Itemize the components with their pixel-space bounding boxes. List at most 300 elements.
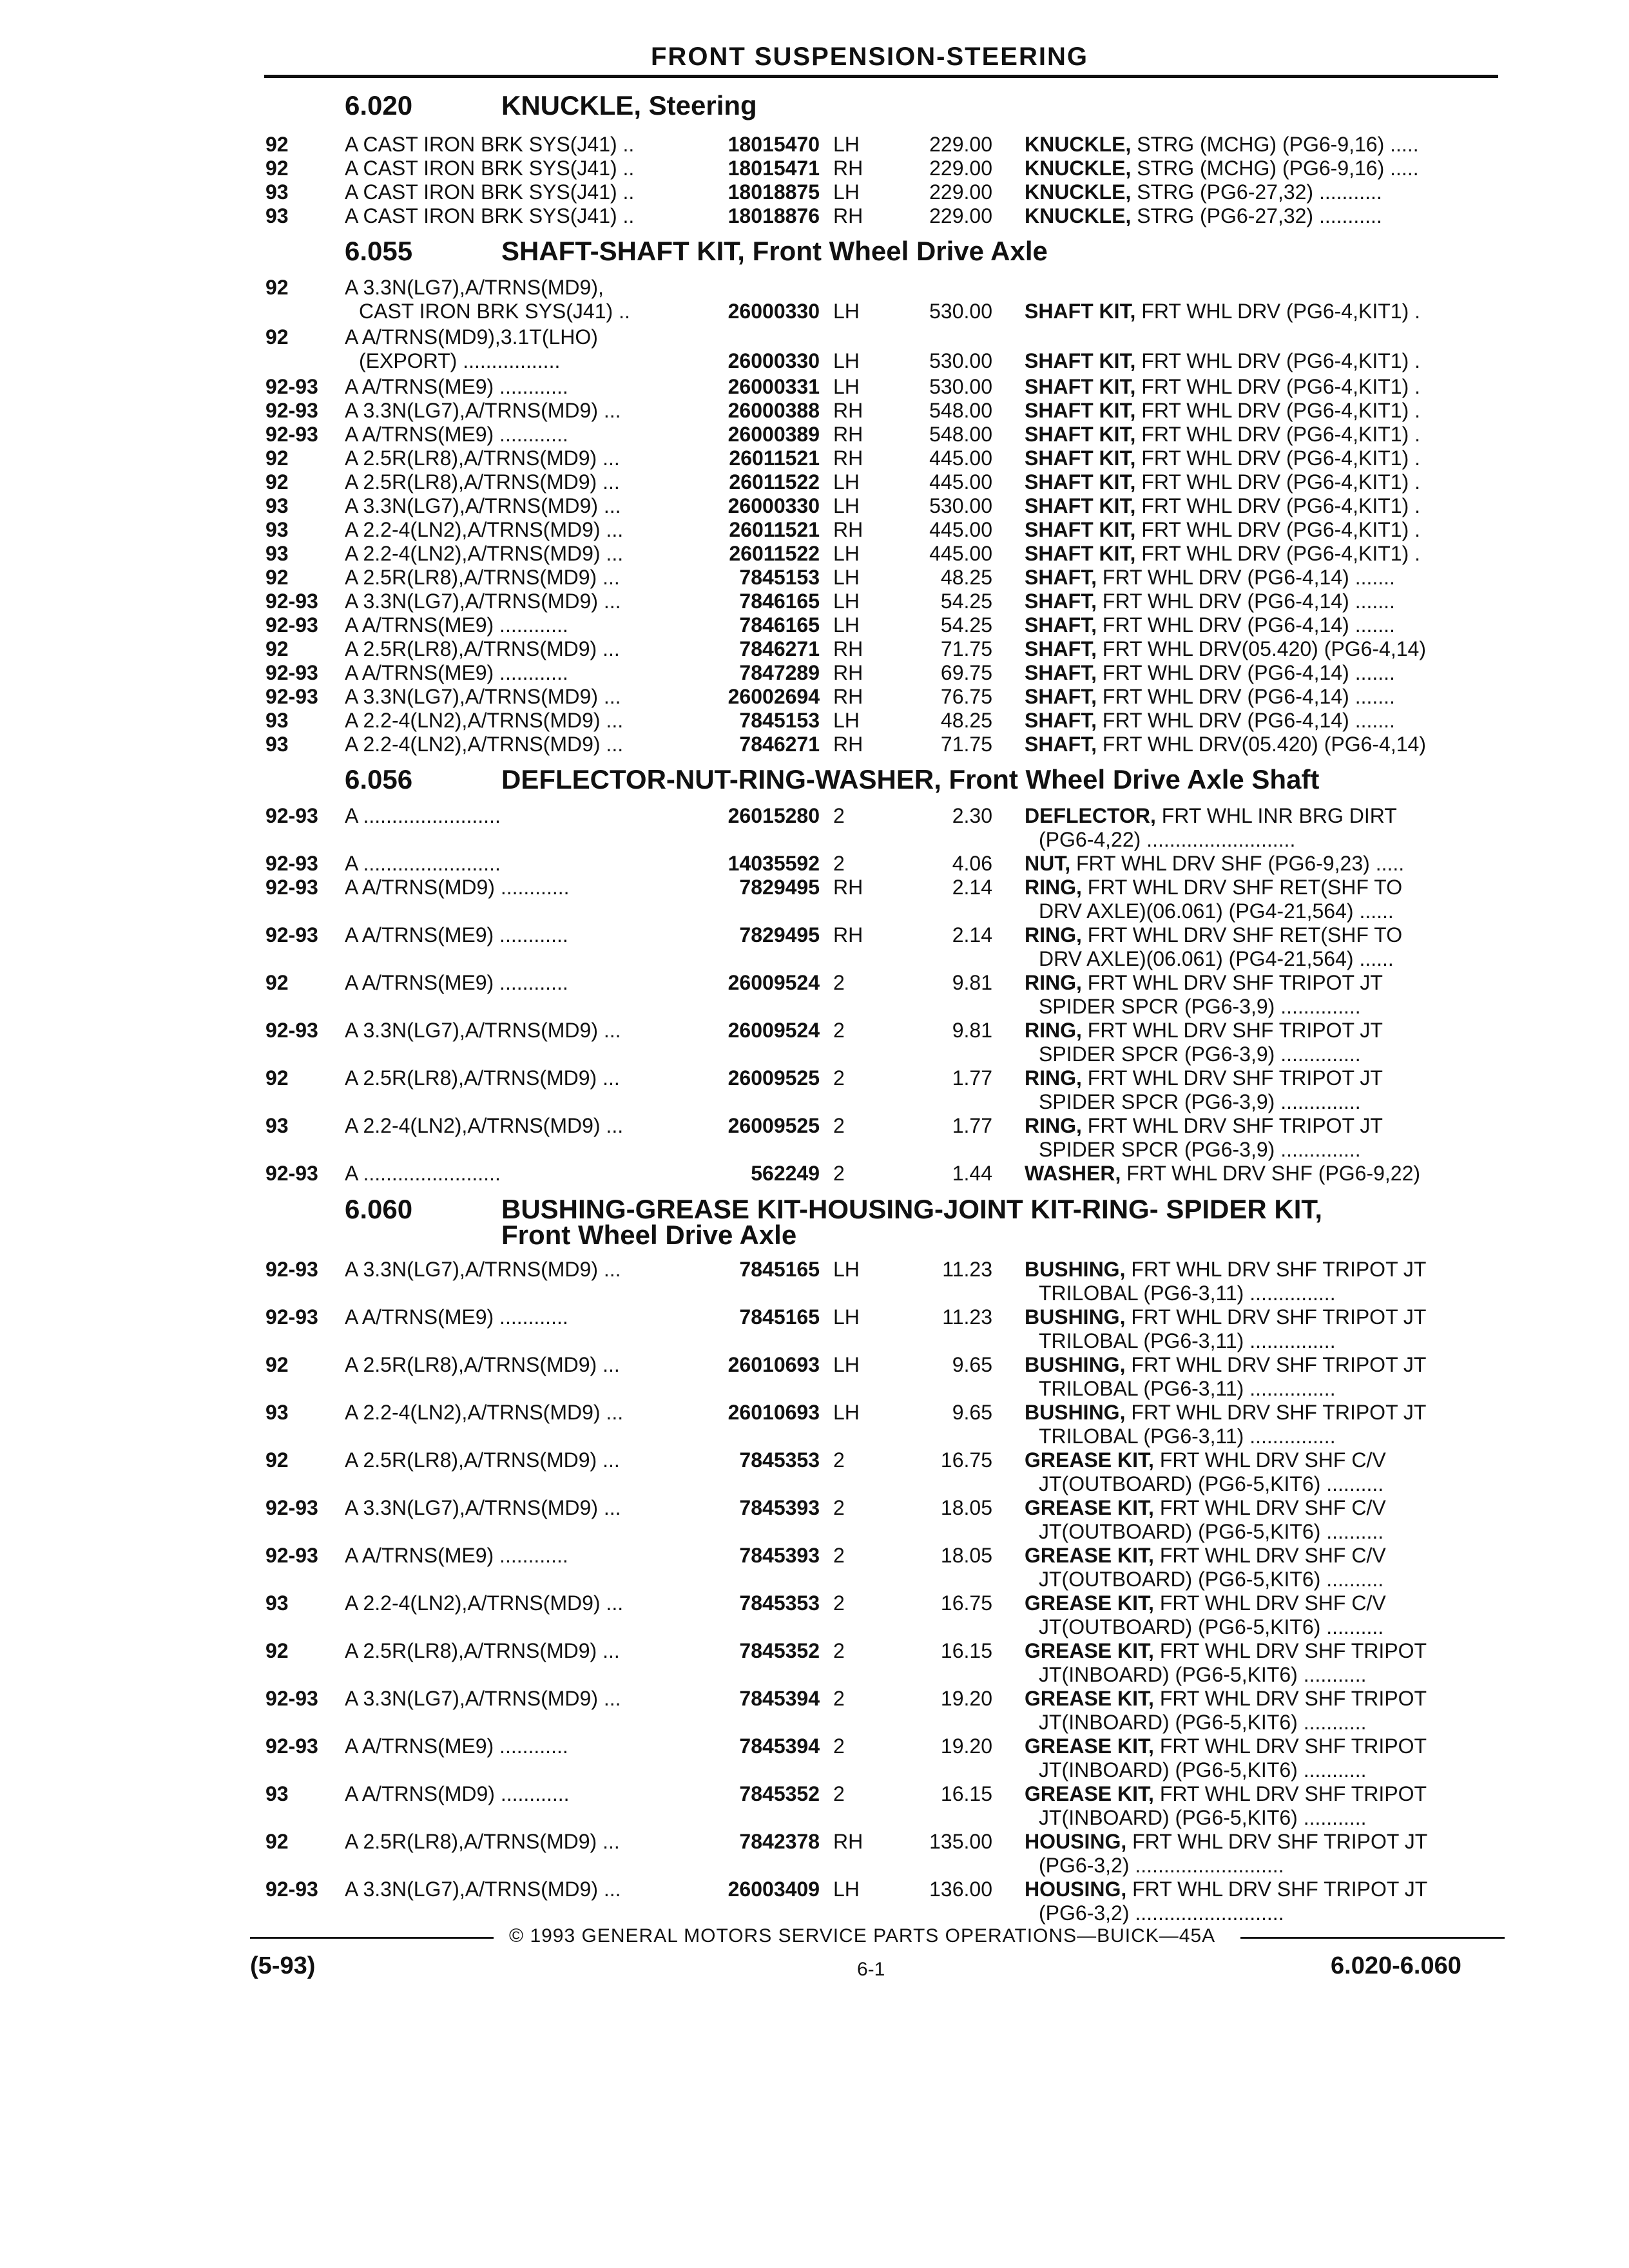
application-desc: A 3.3N(LG7),A/TRNS(MD9) ...: [345, 1687, 621, 1710]
model-year: 92: [265, 157, 289, 180]
model-year: 92-93: [265, 375, 318, 398]
part-name-bold: HOUSING,: [1025, 1830, 1127, 1853]
part-name-bold: HOUSING,: [1025, 1878, 1127, 1901]
application-desc: A 2.5R(LR8),A/TRNS(MD9) ...: [345, 1830, 620, 1853]
price: 2.14: [952, 876, 992, 899]
price: 16.15: [940, 1639, 992, 1662]
part-name-continued: TRILOBAL (PG6-3,11) ...............: [1039, 1425, 1336, 1448]
parts-row: [0, 1687, 1629, 1735]
application-desc: A CAST IRON BRK SYS(J41) ..: [345, 204, 635, 227]
part-name: [1025, 180, 1382, 204]
price: 530.00: [929, 349, 992, 372]
header-rule: [264, 75, 1498, 78]
price: 71.75: [940, 637, 992, 660]
quantity: LH: [833, 566, 860, 589]
price: 1.44: [952, 1162, 992, 1185]
footer-date: (5-93): [250, 1952, 316, 1979]
part-name: [1025, 204, 1382, 228]
price: 11.23: [942, 1258, 992, 1281]
price: 48.25: [940, 566, 992, 589]
quantity: RH: [833, 923, 863, 947]
model-year: 93: [265, 1114, 289, 1137]
part-number: 26009524: [728, 1019, 820, 1042]
parts-row: [0, 590, 1629, 613]
price: 54.25: [940, 613, 992, 637]
quantity: 2: [833, 1019, 845, 1042]
part-number: 7829495: [739, 876, 820, 899]
section-number: 6.020: [345, 90, 413, 120]
application-desc: A A/TRNS(ME9) ............: [345, 1305, 568, 1329]
part-name: [1025, 1353, 1426, 1377]
part-name-bold: KNUCKLE,: [1025, 204, 1132, 227]
part-name-detail: FRT WHL DRV (PG6-4,14) .......: [1097, 566, 1395, 589]
application-desc: A ........................: [345, 1162, 501, 1185]
part-name-continued: SPIDER SPCR (PG6-3,9) ..............: [1039, 995, 1361, 1018]
part-name-detail: FRT WHL DRV SHF TRIPOT JT: [1126, 1830, 1428, 1853]
part-name: [1025, 1591, 1386, 1615]
price: 530.00: [929, 375, 992, 398]
quantity: LH: [833, 133, 860, 156]
part-name-bold: SHAFT KIT,: [1025, 447, 1136, 470]
quantity: 2: [833, 1496, 845, 1519]
part-name: [1025, 1639, 1427, 1663]
part-number: 26000330: [728, 349, 820, 372]
part-name-continued: JT(OUTBOARD) (PG6-5,KIT6) ..........: [1039, 1520, 1384, 1543]
quantity: LH: [833, 1305, 860, 1329]
parts-row: [0, 1448, 1629, 1496]
part-name-detail: FRT WHL DRV SHF RET(SHF TO: [1081, 923, 1403, 947]
part-name: [1025, 1305, 1426, 1329]
application-desc: A A/TRNS(ME9) ............: [345, 613, 568, 637]
model-year: 92-93: [265, 399, 318, 422]
price: 48.25: [940, 709, 992, 732]
model-year: 92-93: [265, 1496, 318, 1519]
price: 2.14: [952, 923, 992, 947]
price: 16.75: [940, 1448, 992, 1472]
page-header-title: FRONT SUSPENSION-STEERING: [651, 43, 1088, 71]
part-name-detail: FRT WHL DRV SHF TRIPOT JT: [1081, 1114, 1383, 1137]
part-name-bold: RING,: [1025, 923, 1082, 947]
quantity: 2: [833, 852, 845, 875]
part-name-detail: FRT WHL DRV SHF TRIPOT JT: [1081, 971, 1383, 994]
application-desc: A A/TRNS(MD9),3.1T(LHO): [345, 325, 598, 349]
application-desc: A A/TRNS(ME9) ............: [345, 375, 568, 398]
part-name-bold: SHAFT KIT,: [1025, 518, 1136, 541]
part-name-continued: SPIDER SPCR (PG6-3,9) ..............: [1039, 1138, 1361, 1161]
quantity: 2: [833, 1687, 845, 1710]
part-name: [1025, 375, 1420, 399]
quantity: LH: [833, 470, 860, 494]
model-year: 92: [265, 637, 289, 660]
price: 229.00: [929, 157, 992, 180]
part-number: 7845394: [739, 1735, 820, 1758]
model-year: 92-93: [265, 685, 318, 708]
model-year: 92-93: [265, 804, 318, 827]
model-year: 92-93: [265, 1544, 318, 1567]
model-year: 93: [265, 1401, 289, 1424]
part-number: 26010693: [728, 1401, 820, 1424]
parts-row: [0, 1401, 1629, 1448]
price: 18.05: [940, 1496, 992, 1519]
parts-row: [0, 852, 1629, 876]
part-name-bold: DEFLECTOR,: [1025, 804, 1156, 827]
price: 530.00: [929, 494, 992, 517]
part-number: 26000388: [728, 399, 820, 422]
price: 9.65: [952, 1353, 992, 1376]
quantity: LH: [833, 300, 860, 323]
application-desc: A 2.2-4(LN2),A/TRNS(MD9) ...: [345, 518, 624, 541]
part-name-detail: FRT WHL DRV (PG6-4,KIT1) .: [1135, 399, 1420, 422]
part-name-bold: GREASE KIT,: [1025, 1639, 1154, 1662]
parts-row: [0, 613, 1629, 637]
part-number: 7845393: [739, 1544, 820, 1567]
application-desc: A 2.5R(LR8),A/TRNS(MD9) ...: [345, 1066, 620, 1090]
part-name-detail: FRT WHL DRV (PG6-4,14) .......: [1097, 709, 1395, 732]
quantity: 2: [833, 1782, 845, 1805]
part-number: 7845393: [739, 1496, 820, 1519]
price: 1.77: [952, 1114, 992, 1137]
part-name-detail: FRT WHL DRV SHF TRIPOT: [1153, 1639, 1427, 1662]
parts-row: [0, 375, 1629, 399]
quantity: RH: [833, 157, 863, 180]
quantity: 2: [833, 1544, 845, 1567]
part-name-continued: (PG6-4,22) ..........................: [1039, 828, 1296, 851]
part-name-bold: BUSHING,: [1025, 1305, 1126, 1329]
part-number: 7845352: [739, 1639, 820, 1662]
quantity: LH: [833, 1353, 860, 1376]
footer-section-range: 6.020-6.060: [1331, 1952, 1461, 1979]
part-name: [1025, 661, 1395, 685]
part-number: 26009524: [728, 971, 820, 994]
parts-row: [0, 204, 1629, 228]
part-number: 7845353: [739, 1448, 820, 1472]
part-name-bold: GREASE KIT,: [1025, 1544, 1154, 1567]
part-name: [1025, 733, 1426, 756]
part-name-continued: (PG6-3,2) ..........................: [1039, 1854, 1284, 1877]
part-number: 7846165: [739, 590, 820, 613]
application-desc: A 3.3N(LG7),A/TRNS(MD9) ...: [345, 590, 621, 613]
price: 19.20: [940, 1735, 992, 1758]
quantity: RH: [833, 1830, 863, 1853]
application-desc: A 2.2-4(LN2),A/TRNS(MD9) ...: [345, 1114, 624, 1137]
model-year: 92: [265, 566, 289, 589]
part-number: 26009525: [728, 1066, 820, 1090]
part-number: 18015470: [728, 133, 820, 156]
part-name: [1025, 971, 1383, 995]
part-name: [1025, 349, 1420, 373]
application-desc: A A/TRNS(ME9) ............: [345, 1544, 568, 1567]
model-year: 92: [265, 276, 289, 299]
part-name-detail: FRT WHL DRV (PG6-4,KIT1) .: [1135, 470, 1420, 494]
part-name-bold: RING,: [1025, 1019, 1082, 1042]
price: 9.81: [952, 971, 992, 994]
parts-row: [0, 661, 1629, 685]
part-name-detail: FRT WHL DRV SHF TRIPOT JT: [1081, 1019, 1383, 1042]
parts-row: [0, 1496, 1629, 1544]
part-number: 26000331: [728, 375, 820, 398]
part-number: 26000389: [728, 423, 820, 446]
price: 18.05: [940, 1544, 992, 1567]
parts-row: [0, 709, 1629, 733]
application-desc: A 2.5R(LR8),A/TRNS(MD9) ...: [345, 1353, 620, 1376]
section-title: SHAFT-SHAFT KIT, Front Wheel Drive Axle: [501, 236, 1048, 266]
part-number: 26011522: [729, 542, 820, 565]
part-name-detail: FRT WHL DRV SHF C/V: [1153, 1591, 1386, 1615]
part-name: [1025, 1496, 1386, 1520]
part-number: 7845165: [739, 1258, 820, 1281]
section-number: 6.056: [345, 764, 413, 794]
parts-row: [0, 1019, 1629, 1066]
part-name-detail: STRG (MCHG) (PG6-9,16) .....: [1131, 133, 1419, 156]
part-name-bold: SHAFT KIT,: [1025, 423, 1136, 446]
part-number: 7842378: [739, 1830, 820, 1853]
part-name-bold: SHAFT,: [1025, 590, 1097, 613]
part-name-continued: JT(OUTBOARD) (PG6-5,KIT6) ..........: [1039, 1568, 1384, 1591]
part-number: 7845353: [739, 1591, 820, 1615]
part-name: [1025, 518, 1420, 542]
application-desc: A A/TRNS(ME9) ............: [345, 423, 568, 446]
part-name: [1025, 1401, 1426, 1425]
part-name-detail: STRG (PG6-27,32) ...........: [1131, 204, 1382, 227]
quantity: LH: [833, 180, 860, 204]
price: 229.00: [929, 180, 992, 204]
quantity: RH: [833, 423, 863, 446]
model-year: 92-93: [265, 1019, 318, 1042]
part-name-bold: BUSHING,: [1025, 1258, 1126, 1281]
parts-row: [0, 325, 1629, 373]
part-name: [1025, 923, 1402, 947]
application-desc: A 2.2-4(LN2),A/TRNS(MD9) ...: [345, 1591, 624, 1615]
application-desc: A 3.3N(LG7),A/TRNS(MD9) ...: [345, 1878, 621, 1901]
part-number: 7845153: [739, 709, 820, 732]
part-number: 26011521: [729, 518, 820, 541]
quantity: 2: [833, 1448, 845, 1472]
part-name: [1025, 709, 1395, 733]
part-name: [1025, 494, 1420, 518]
parts-row: [0, 1830, 1629, 1878]
part-name-continued: DRV AXLE)(06.061) (PG4-21,564) ......: [1039, 899, 1394, 923]
application-desc: A A/TRNS(ME9) ............: [345, 923, 568, 947]
parts-row: [0, 1258, 1629, 1305]
part-name-detail: FRT WHL DRV (PG6-4,KIT1) .: [1135, 494, 1420, 517]
model-year: 93: [265, 709, 289, 732]
part-number: 18018876: [728, 204, 820, 227]
price: 135.00: [929, 1830, 992, 1853]
price: 54.25: [940, 590, 992, 613]
parts-row: [0, 423, 1629, 447]
section-title: BUSHING-GREASE KIT-HOUSING-JOINT KIT-RING- SPIDER KIT,: [501, 1194, 1323, 1224]
part-name-detail: FRT WHL DRV (PG6-4,KIT1) .: [1135, 447, 1420, 470]
part-number: 7845394: [739, 1687, 820, 1710]
part-name: [1025, 1782, 1427, 1806]
model-year: 92-93: [265, 1878, 318, 1901]
price: 530.00: [929, 300, 992, 323]
part-name-detail: FRT WHL DRV (PG6-4,KIT1) .: [1135, 300, 1420, 323]
part-name-bold: GREASE KIT,: [1025, 1448, 1154, 1472]
application-desc: A 2.5R(LR8),A/TRNS(MD9) ...: [345, 1448, 620, 1472]
part-name-detail: FRT WHL DRV (PG6-4,14) .......: [1097, 613, 1395, 637]
quantity: 2: [833, 1162, 845, 1185]
price: 2.30: [952, 804, 992, 827]
application-desc: A CAST IRON BRK SYS(J41) ..: [345, 180, 635, 204]
part-number: 7846271: [739, 733, 820, 756]
part-name: [1025, 804, 1397, 828]
part-name-detail: FRT WHL DRV (PG6-4,14) .......: [1097, 661, 1395, 684]
parts-row: [0, 157, 1629, 180]
part-name-bold: BUSHING,: [1025, 1353, 1126, 1376]
model-year: 92-93: [265, 1162, 318, 1185]
quantity: LH: [833, 1878, 860, 1901]
parts-row: [0, 971, 1629, 1019]
footer-rule-left: [250, 1937, 494, 1939]
part-name-bold: RING,: [1025, 1114, 1082, 1137]
parts-row: [0, 1735, 1629, 1782]
quantity: LH: [833, 375, 860, 398]
parts-row: [0, 733, 1629, 756]
part-name-bold: KNUCKLE,: [1025, 157, 1132, 180]
part-number: 7847289: [739, 661, 820, 684]
quantity: RH: [833, 637, 863, 660]
footer-copyright: © 1993 GENERAL MOTORS SERVICE PARTS OPERATIONS—BUICK—45A: [509, 1925, 1216, 1946]
price: 11.23: [942, 1305, 992, 1329]
application-desc: A CAST IRON BRK SYS(J41) ..: [345, 157, 635, 180]
part-name-bold: SHAFT KIT,: [1025, 470, 1136, 494]
model-year: 92: [265, 1353, 289, 1376]
part-number: 7845352: [739, 1782, 820, 1805]
quantity: RH: [833, 518, 863, 541]
model-year: 92-93: [265, 923, 318, 947]
part-name: [1025, 1878, 1427, 1901]
part-name: [1025, 447, 1420, 470]
price: 445.00: [929, 470, 992, 494]
part-name-bold: GREASE KIT,: [1025, 1735, 1154, 1758]
part-number: 26015280: [728, 804, 820, 827]
part-name-detail: FRT WHL DRV (PG6-4,KIT1) .: [1135, 349, 1420, 372]
model-year: 92-93: [265, 613, 318, 637]
part-name-detail: FRT WHL DRV SHF TRIPOT JT: [1081, 1066, 1383, 1090]
part-name-detail: FRT WHL DRV SHF (PG6-9,22): [1121, 1162, 1421, 1185]
part-name-continued: JT(INBOARD) (PG6-5,KIT6) ...........: [1039, 1663, 1367, 1686]
application-desc: A CAST IRON BRK SYS(J41) ..: [345, 133, 635, 156]
part-name-bold: SHAFT KIT,: [1025, 375, 1136, 398]
part-name-bold: SHAFT,: [1025, 661, 1097, 684]
part-name-continued: JT(INBOARD) (PG6-5,KIT6) ...........: [1039, 1711, 1367, 1734]
part-name: [1025, 1687, 1427, 1711]
model-year: 92-93: [265, 876, 318, 899]
parts-row: [0, 494, 1629, 518]
part-name: [1025, 1162, 1420, 1186]
part-name-detail: FRT WHL DRV SHF (PG6-9,23) .....: [1070, 852, 1405, 875]
part-name-bold: SHAFT,: [1025, 613, 1097, 637]
part-name-continued: DRV AXLE)(06.061) (PG4-21,564) ......: [1039, 947, 1394, 970]
parts-row: [0, 1544, 1629, 1591]
parts-row: [0, 542, 1629, 566]
part-name-detail: FRT WHL DRV (PG6-4,14) .......: [1097, 685, 1395, 708]
part-name-detail: FRT WHL DRV SHF TRIPOT: [1153, 1687, 1427, 1710]
part-name-bold: GREASE KIT,: [1025, 1591, 1154, 1615]
parts-row: [0, 470, 1629, 494]
section-title: KNUCKLE, Steering: [501, 90, 757, 120]
model-year: 92: [265, 1830, 289, 1853]
part-name-bold: RING,: [1025, 1066, 1082, 1090]
application-desc: A A/TRNS(ME9) ............: [345, 661, 568, 684]
part-name-continued: TRILOBAL (PG6-3,11) ...............: [1039, 1329, 1336, 1352]
price: 229.00: [929, 204, 992, 227]
section-title: DEFLECTOR-NUT-RING-WASHER, Front Wheel Drive Axle Shaft: [501, 764, 1320, 794]
part-name: [1025, 1830, 1427, 1854]
part-number: 26011522: [729, 470, 820, 494]
part-name-bold: GREASE KIT,: [1025, 1687, 1154, 1710]
part-name-continued: JT(INBOARD) (PG6-5,KIT6) ...........: [1039, 1806, 1367, 1829]
part-number: 26002694: [728, 685, 820, 708]
part-number: 14035592: [728, 852, 820, 875]
parts-row: [0, 923, 1629, 971]
model-year: 92: [265, 447, 289, 470]
price: 19.20: [940, 1687, 992, 1710]
application-desc: A ........................: [345, 852, 501, 875]
quantity: 2: [833, 1639, 845, 1662]
part-name-bold: SHAFT KIT,: [1025, 399, 1136, 422]
parts-row: [0, 1591, 1629, 1639]
quantity: 2: [833, 1066, 845, 1090]
model-year: 93: [265, 518, 289, 541]
quantity: 2: [833, 971, 845, 994]
application-desc: A A/TRNS(MD9) ............: [345, 876, 570, 899]
part-name-bold: NUT,: [1025, 852, 1071, 875]
price: 229.00: [929, 133, 992, 156]
part-number: 26011521: [729, 447, 820, 470]
quantity: LH: [833, 709, 860, 732]
application-desc: A 3.3N(LG7),A/TRNS(MD9) ...: [345, 1258, 621, 1281]
part-name-bold: WASHER,: [1025, 1162, 1121, 1185]
parts-row: [0, 637, 1629, 661]
part-name-bold: BUSHING,: [1025, 1401, 1126, 1424]
model-year: 93: [265, 1591, 289, 1615]
quantity: RH: [833, 447, 863, 470]
part-name: [1025, 1066, 1383, 1090]
part-number: 26000330: [728, 494, 820, 517]
part-name-bold: SHAFT KIT,: [1025, 494, 1136, 517]
part-name-bold: SHAFT,: [1025, 685, 1097, 708]
part-name-bold: RING,: [1025, 971, 1082, 994]
parts-row: [0, 1782, 1629, 1830]
part-name-detail: FRT WHL DRV SHF C/V: [1153, 1496, 1386, 1519]
model-year: 92-93: [265, 852, 318, 875]
price: 16.15: [940, 1782, 992, 1805]
quantity: LH: [833, 1258, 860, 1281]
part-name-continued: TRILOBAL (PG6-3,11) ...............: [1039, 1282, 1336, 1305]
model-year: 93: [265, 733, 289, 756]
part-name-detail: FRT WHL DRV SHF TRIPOT: [1153, 1735, 1427, 1758]
model-year: 92-93: [265, 1258, 318, 1281]
part-name-detail: STRG (MCHG) (PG6-9,16) .....: [1131, 157, 1419, 180]
quantity: RH: [833, 876, 863, 899]
quantity: RH: [833, 733, 863, 756]
parts-row: [0, 566, 1629, 590]
parts-row: [0, 1353, 1629, 1401]
part-name-detail: FRT WHL DRV (PG6-4,KIT1) .: [1135, 375, 1420, 398]
part-name-detail: FRT WHL DRV (PG6-4,KIT1) .: [1135, 542, 1420, 565]
part-name-bold: SHAFT,: [1025, 709, 1097, 732]
part-name-detail: FRT WHL INR BRG DIRT: [1155, 804, 1397, 827]
model-year: 92: [265, 1639, 289, 1662]
application-desc: A 2.5R(LR8),A/TRNS(MD9) ...: [345, 470, 620, 494]
application-desc: A A/TRNS(MD9) ............: [345, 1782, 570, 1805]
model-year: 92: [265, 470, 289, 494]
model-year: 92-93: [265, 590, 318, 613]
application-desc: A 2.2-4(LN2),A/TRNS(MD9) ...: [345, 733, 624, 756]
quantity: 2: [833, 1114, 845, 1137]
